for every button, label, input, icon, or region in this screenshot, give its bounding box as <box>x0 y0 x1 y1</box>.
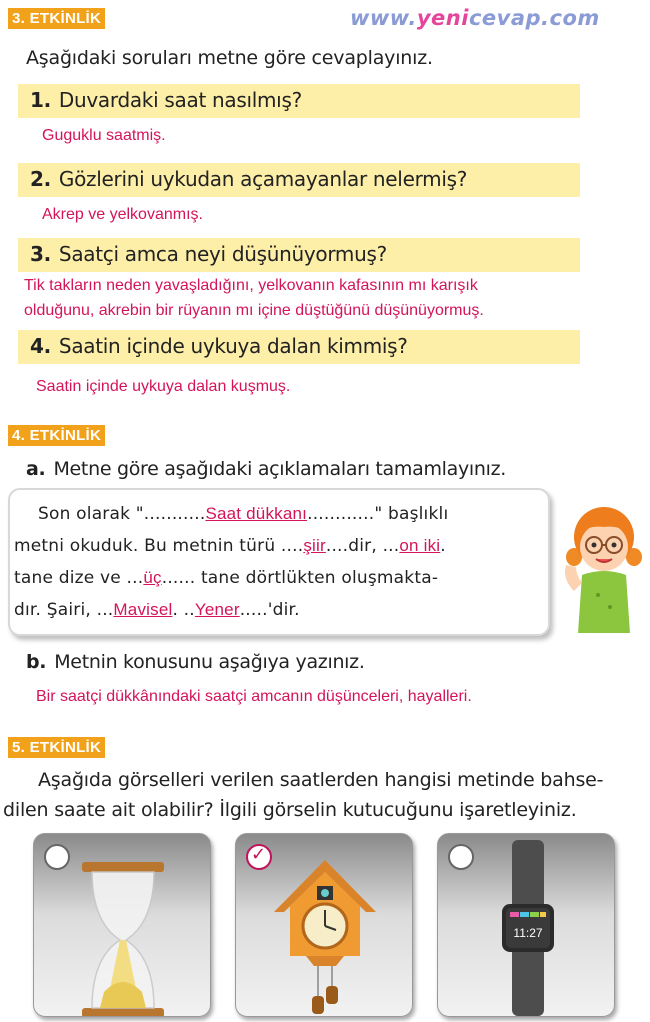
ex4-a-instruction: a. Metne göre aşağıdaki açıklamaları tamamlayınız. <box>26 458 507 480</box>
question-2: 2. Gözlerini uykudan açamayanlar nelermiş? <box>30 167 468 191</box>
question-3: 3. Saatçi amca neyi düşünüyormuş? <box>30 242 387 266</box>
fill-poet-first: Mavisel <box>113 600 173 619</box>
option-1-checkbox[interactable] <box>44 844 70 870</box>
fill-stanzas: üç <box>143 568 162 587</box>
fill-in-card <box>8 488 550 636</box>
question-4: 4. Saatin içinde uykuya dalan kimmiş? <box>30 334 408 358</box>
card-line-1: Son olarak "...........Saat dükkanı............" başlıklı <box>38 504 449 524</box>
option-hourglass[interactable] <box>33 833 211 1017</box>
girl-character-icon <box>560 495 648 635</box>
card-line-3: tane dize ve ...üç...... tane dörtlükten oluşmakta- <box>14 568 439 588</box>
section-4-title: 4. ETKİNLİK <box>8 425 105 446</box>
hourglass-icon <box>80 862 166 1017</box>
answer-1: Guguklu saatmiş. <box>42 127 166 144</box>
card-line-2: metni okuduk. Bu metnin türü ....şiir....dir, ...on iki. <box>14 536 446 556</box>
ex5-instruction-line-2: dilen saate ait olabilir? İlgili görselin kutucuğunu işaretleyiniz. <box>3 799 577 821</box>
fill-poet-last: Yener <box>194 600 240 619</box>
answer-4: Saatin içinde uykuya dalan kuşmuş. <box>36 378 291 395</box>
website-watermark: www.yenicevap.com <box>350 6 600 30</box>
option-2-checkbox[interactable]: ✓ <box>246 844 272 870</box>
answer-3-line-1: Tik takların neden yavaşladığını, yelkovanın kafasının mı karışık <box>24 277 478 294</box>
option-cuckoo-clock[interactable] <box>235 833 413 1017</box>
question-1: 1. Duvardaki saat nasılmış? <box>30 88 302 112</box>
answer-3-line-2: olduğunu, akrebin bir rüyanın mı içine düştüğünü düşünüyormuş. <box>24 302 484 319</box>
section-5-title: 5. ETKİNLİK <box>8 737 105 758</box>
fill-lines: on iki <box>399 536 441 555</box>
ex3-instruction: Aşağıdaki soruları metne göre cevaplayınız. <box>26 47 433 69</box>
ex5-instruction-line-1: Aşağıda görselleri verilen saatlerden hangisi metinde bahse- <box>38 769 604 791</box>
option-3-checkbox[interactable] <box>448 844 474 870</box>
ex4-b-instruction: b. Metnin konusunu aşağıya yazınız. <box>26 651 365 673</box>
section-3-title: 3. ETKİNLİK <box>8 8 105 29</box>
fill-title: Saat dükkanı <box>205 504 308 523</box>
cuckoo-clock-icon <box>270 856 380 1016</box>
option-smartwatch[interactable] <box>437 833 615 1017</box>
card-line-4: dır. Şairi, ...Mavisel. ..Yener.....'dir. <box>14 600 300 620</box>
watch-time: 11:27 <box>513 926 543 940</box>
fill-type: şiir <box>303 536 326 555</box>
answer-2: Akrep ve yelkovanmış. <box>42 206 203 223</box>
ex4-b-answer: Bir saatçi dükkânındaki saatçi amcanın düşünceleri, hayalleri. <box>36 688 472 705</box>
